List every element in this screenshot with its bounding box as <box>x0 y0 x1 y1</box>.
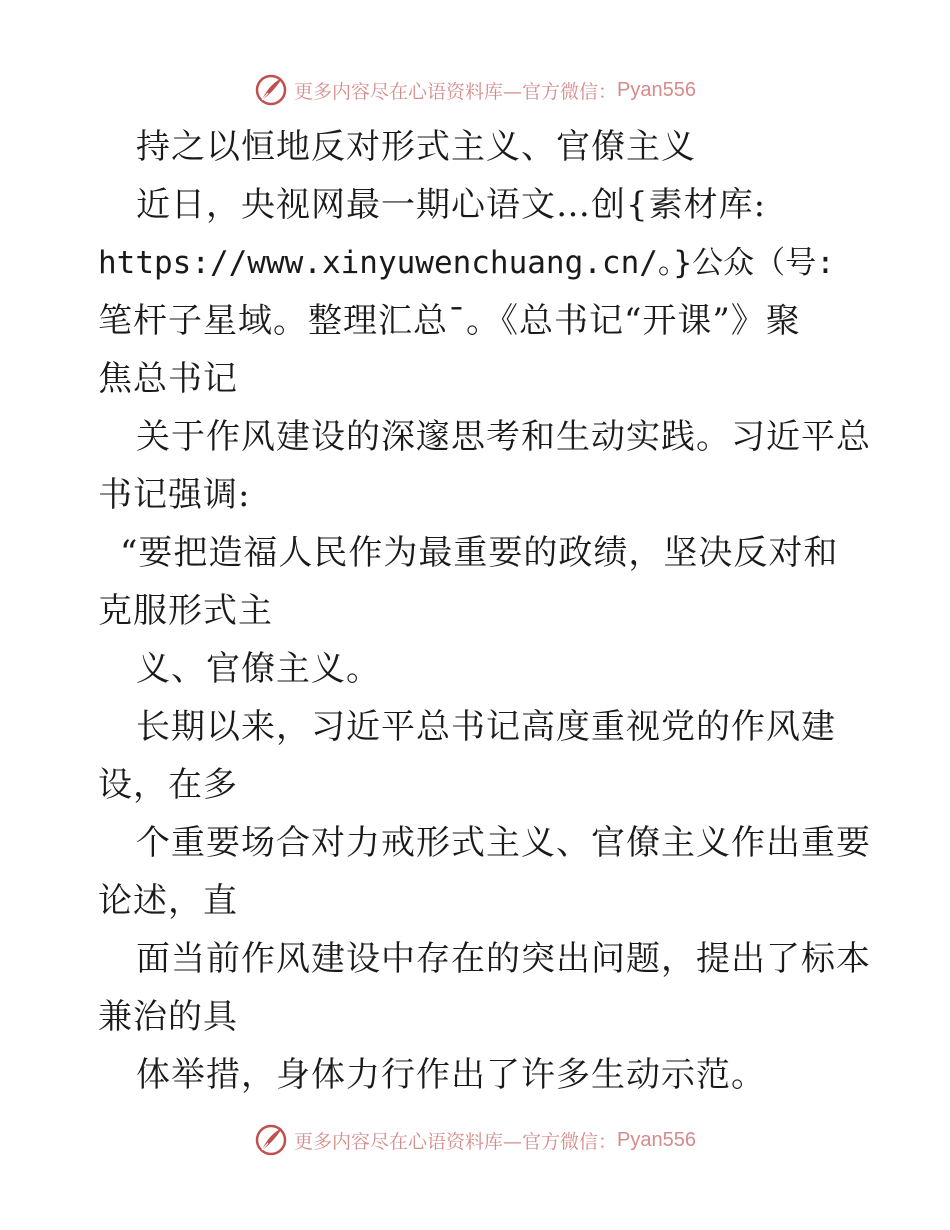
header-watermark <box>0 70 950 110</box>
text-line: 近日，央视网最一期心语文…创{素材库: <box>136 185 767 225</box>
watermark-text: 更多内容尽在心语资料库—官方微信： <box>294 1130 618 1153</box>
document-body <box>98 118 871 1104</box>
text-line: 书记强调: <box>98 475 251 515</box>
feather-pen-circle-icon <box>254 73 288 107</box>
text-line: 克服形式主 <box>98 591 273 631</box>
text-line: 长期以来，习近平总书记高度重视党的作风建 <box>136 707 836 747</box>
feather-pen-circle-icon <box>254 1123 288 1157</box>
text-line-url: https://www.xinyuwenchuang.cn/。}公众（号: <box>98 245 835 281</box>
text-line: 关于作风建设的深邃思考和生动实践。习近平总 <box>136 417 871 457</box>
text-line: 个重要场合对力戒形式主义、官僚主义作出重要 <box>136 823 871 863</box>
watermark-wechat-id: Pyan556 <box>617 78 696 101</box>
text-line: 笔杆子星域。整理汇总¯。《总书记“开课”》聚 <box>98 301 801 341</box>
text-line: 焦总书记 <box>98 359 238 399</box>
text-line: 义、官僚主义。 <box>136 649 381 689</box>
text-line: 兼治的具 <box>98 997 238 1037</box>
text-line: 设，在多 <box>98 765 238 805</box>
text-line: 面当前作风建设中存在的突出问题，提出了标本 <box>136 939 871 979</box>
watermark-wechat-id: Pyan556 <box>617 1128 696 1151</box>
watermark-text: 更多内容尽在心语资料库—官方微信： <box>294 80 618 103</box>
text-line: 论述，直 <box>98 881 238 921</box>
footer-watermark <box>0 1120 950 1160</box>
text-line: 持之以恒地反对形式主义、官僚主义 <box>136 127 696 167</box>
text-line: “要把造福人民作为最重要的政绩，坚决反对和 <box>120 533 839 573</box>
text-line: 体举措，身体力行作出了许多生动示范。 <box>136 1055 766 1095</box>
